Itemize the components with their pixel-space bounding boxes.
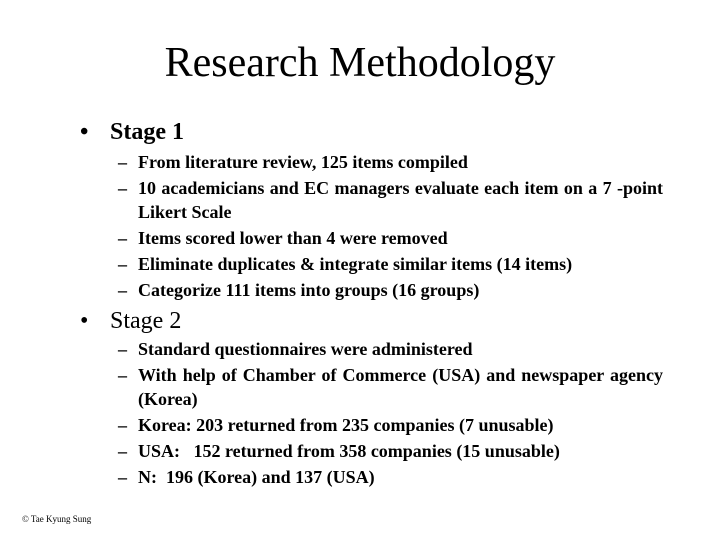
list-item-text: Items scored lower than 4 were removed	[138, 228, 448, 248]
list-item-text: Korea: 203 returned from 235 companies (7 unusable)	[138, 415, 554, 435]
slide-title: Research Methodology	[164, 40, 556, 86]
list-item	[118, 150, 663, 174]
list-item	[118, 363, 663, 411]
dash-icon: –	[118, 441, 127, 461]
dash-icon: –	[118, 339, 127, 359]
dash-icon: –	[118, 467, 127, 487]
list-item-text: Categorize 111 items into groups (16 groups)	[138, 280, 480, 300]
bullet-icon: •	[80, 119, 89, 145]
stage-2-heading	[80, 307, 181, 335]
list-item-text: From literature review, 125 items compiled	[138, 152, 468, 172]
list-item	[118, 252, 663, 276]
list-item-text: 10 academicians and EC managers evaluate each item on a 7 -point Likert Scale	[138, 178, 663, 222]
list-item	[118, 176, 663, 224]
stage-2-list	[118, 337, 663, 491]
list-item-text: USA: 152 returned from 358 companies (15 unusable)	[138, 441, 560, 461]
dash-icon: –	[118, 152, 127, 172]
dash-icon: –	[118, 178, 127, 198]
list-item-text: With help of Chamber of Commerce (USA) and newspaper agency (Korea)	[138, 365, 663, 409]
list-item	[118, 465, 663, 489]
stage-2-label: Stage 2	[110, 308, 182, 334]
list-item	[118, 226, 663, 250]
list-item	[118, 278, 663, 302]
dash-icon: –	[118, 254, 127, 274]
list-item-text: Eliminate duplicates & integrate similar items (14 items)	[138, 254, 573, 274]
copyright-footer: © Tae Kyung Sung	[22, 514, 92, 524]
stage-1-list	[118, 150, 663, 304]
dash-icon: –	[118, 365, 127, 385]
dash-icon: –	[118, 280, 127, 300]
list-item	[118, 413, 663, 437]
dash-icon: –	[118, 228, 127, 248]
bullet-icon: •	[80, 308, 89, 334]
list-item-text: Standard questionnaires were administered	[138, 339, 473, 359]
dash-icon: –	[118, 415, 127, 435]
stage-1-label: Stage 1	[110, 119, 184, 145]
list-item	[118, 439, 663, 463]
list-item-text: N: 196 (Korea) and 137 (USA)	[138, 467, 375, 487]
list-item	[118, 337, 663, 361]
stage-1-heading	[80, 118, 184, 146]
